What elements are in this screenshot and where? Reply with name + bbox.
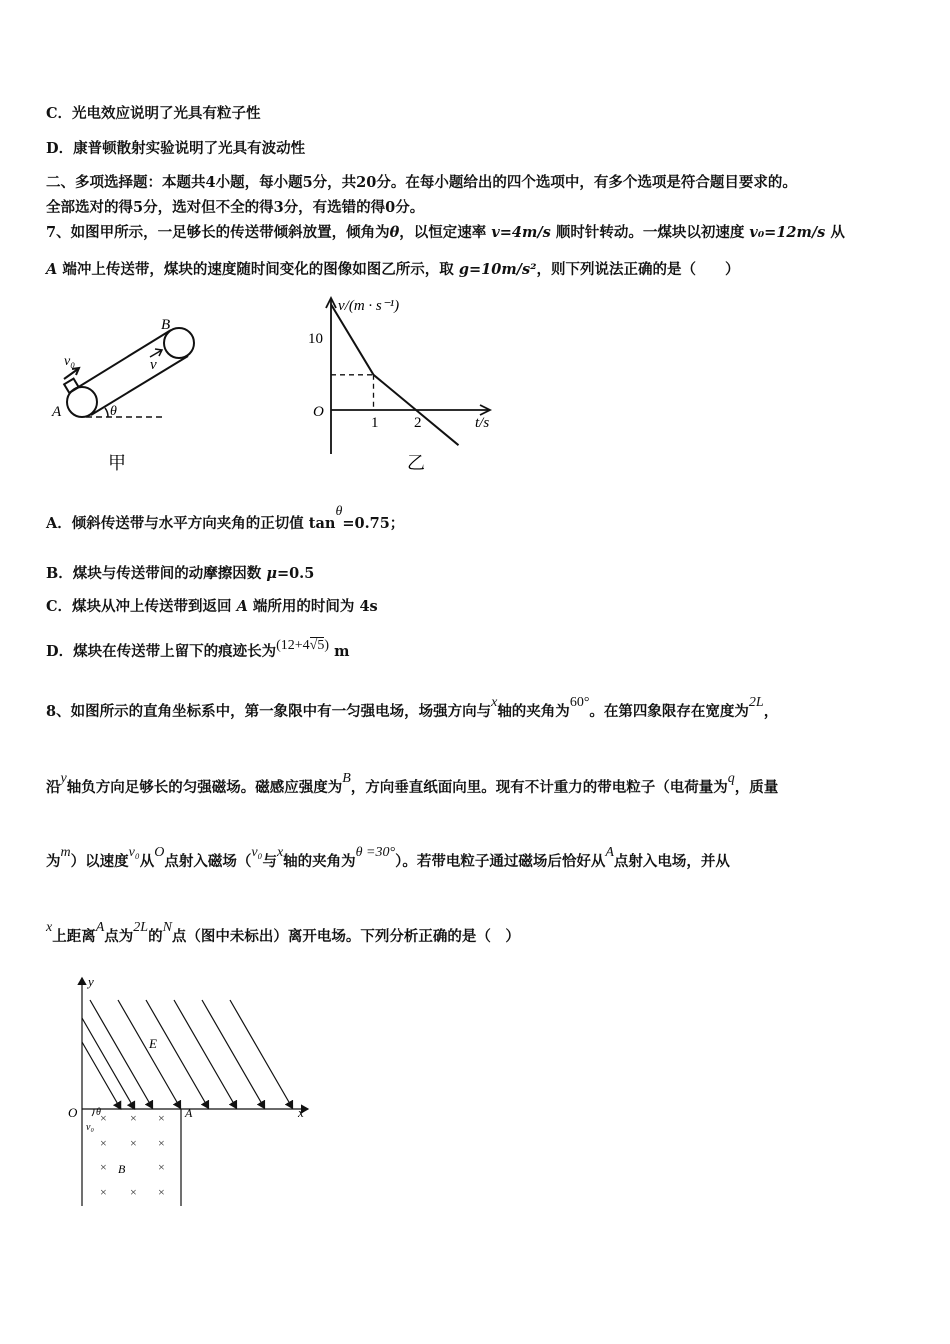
label-A: A xyxy=(185,1106,193,1120)
q8-stem-line4: x上距离A点为2L的N点（图中未标出）离开电场。下列分析正确的是（ ） xyxy=(46,920,520,945)
field-cross: × xyxy=(130,1111,137,1125)
q7-stem-line1: 7、如图甲所示，一足够长的传送带倾斜放置，倾角为θ，以恒定速率 v=4m/s 顺时针转动。一煤块以初速度 v₀=12m/s 从 xyxy=(46,224,845,241)
section2-heading-line1: 二、多项选择题：本题共4小题，每小题5分，共20分。在每小题给出的四个选项中，有多个选项是符合题目要求的。 xyxy=(46,174,797,191)
field-cross: × xyxy=(100,1185,107,1199)
caption-yi: 乙 xyxy=(407,453,425,473)
q7-option-c: C．煤块从冲上传送带到返回 A 端所用的时间为 4s xyxy=(46,598,378,615)
label-v: v xyxy=(150,357,157,373)
q7-option-a: A．倾斜传送带与水平方向夹角的正切值 tanθ=0.75； xyxy=(46,504,405,532)
field-cross: × xyxy=(158,1160,165,1174)
tick-1: 1 xyxy=(371,415,379,431)
q7-figure-jia xyxy=(46,305,216,475)
x-axis-label: x xyxy=(298,1105,304,1120)
field-cross: × xyxy=(158,1136,165,1150)
label-A: A xyxy=(52,404,62,420)
field-cross: × xyxy=(100,1160,107,1174)
label-v0: v₀ xyxy=(64,354,76,369)
tick-2: 2 xyxy=(414,415,422,431)
label-B: B xyxy=(161,317,171,333)
q7-option-b: B．煤块与传送带间的动摩擦因数 μ=0.5 xyxy=(46,565,315,582)
magnetic-field-crosses xyxy=(100,1111,165,1199)
q7-stem-line2: A 端冲上传送带，煤块的速度随时间变化的图像如图乙所示，取 g=10m/s²，则下列说法正确的是（ ） xyxy=(46,261,740,278)
field-line xyxy=(230,1000,293,1108)
v-axis-label: v/(m · s⁻¹) xyxy=(338,298,400,314)
field-cross: × xyxy=(130,1136,137,1150)
field-cross: × xyxy=(130,1185,137,1199)
label-theta: θ xyxy=(96,1107,101,1118)
field-line xyxy=(174,1000,237,1108)
label-E: E xyxy=(149,1036,157,1051)
q8-stem-line3: 为m）以速度v₀从O点射入磁场（v₀与x轴的夹角为θ =30°）。若带电粒子通过磁场后恰好从A点射入电场，并从 xyxy=(46,845,730,870)
section2-heading-line2: 全部选对的得5分，选对但不全的得3分，有选错的得0分。 xyxy=(46,199,425,216)
label-B: B xyxy=(118,1162,126,1176)
tick-10: 10 xyxy=(308,331,323,347)
q8-figure xyxy=(60,970,320,1215)
q7-option-d: D．煤块在传送带上留下的痕迹长为(12+4√5) m xyxy=(46,638,350,660)
field-cross: × xyxy=(158,1111,165,1125)
coal-block xyxy=(64,379,79,393)
field-line xyxy=(202,1000,265,1108)
q6-option-c: C．光电效应说明了光具有粒子性 xyxy=(46,105,261,122)
caption-jia: 甲 xyxy=(108,453,126,473)
q8-stem-line1: 8、如图所示的直角坐标系中，第一象限中有一匀强电场，场强方向与x轴的夹角为60°。在第四象限存在宽度为2L， xyxy=(46,695,779,720)
q8-stem-line2: 沿y轴负方向足够长的匀强磁场。磁感应强度为B，方向垂直纸面向里。现有不计重力的带电粒子（电荷量为q，质量 xyxy=(46,771,779,796)
field-line xyxy=(90,1000,153,1108)
t-axis-label: t/s xyxy=(475,415,490,431)
y-axis-label: y xyxy=(88,974,94,989)
origin-label: O xyxy=(313,404,324,420)
electric-field-lines xyxy=(82,1000,293,1109)
field-cross: × xyxy=(100,1136,107,1150)
field-line xyxy=(118,1000,181,1108)
q6-option-d: D．康普顿散射实验说明了光具有波动性 xyxy=(46,140,306,157)
label-theta: θ xyxy=(110,404,117,419)
label-v0: v₀ xyxy=(86,1122,94,1133)
field-cross: × xyxy=(158,1185,165,1199)
field-cross: × xyxy=(100,1111,107,1125)
field-line xyxy=(146,1000,209,1108)
q7-figure-yi xyxy=(300,290,510,475)
origin-o: O xyxy=(68,1105,78,1120)
